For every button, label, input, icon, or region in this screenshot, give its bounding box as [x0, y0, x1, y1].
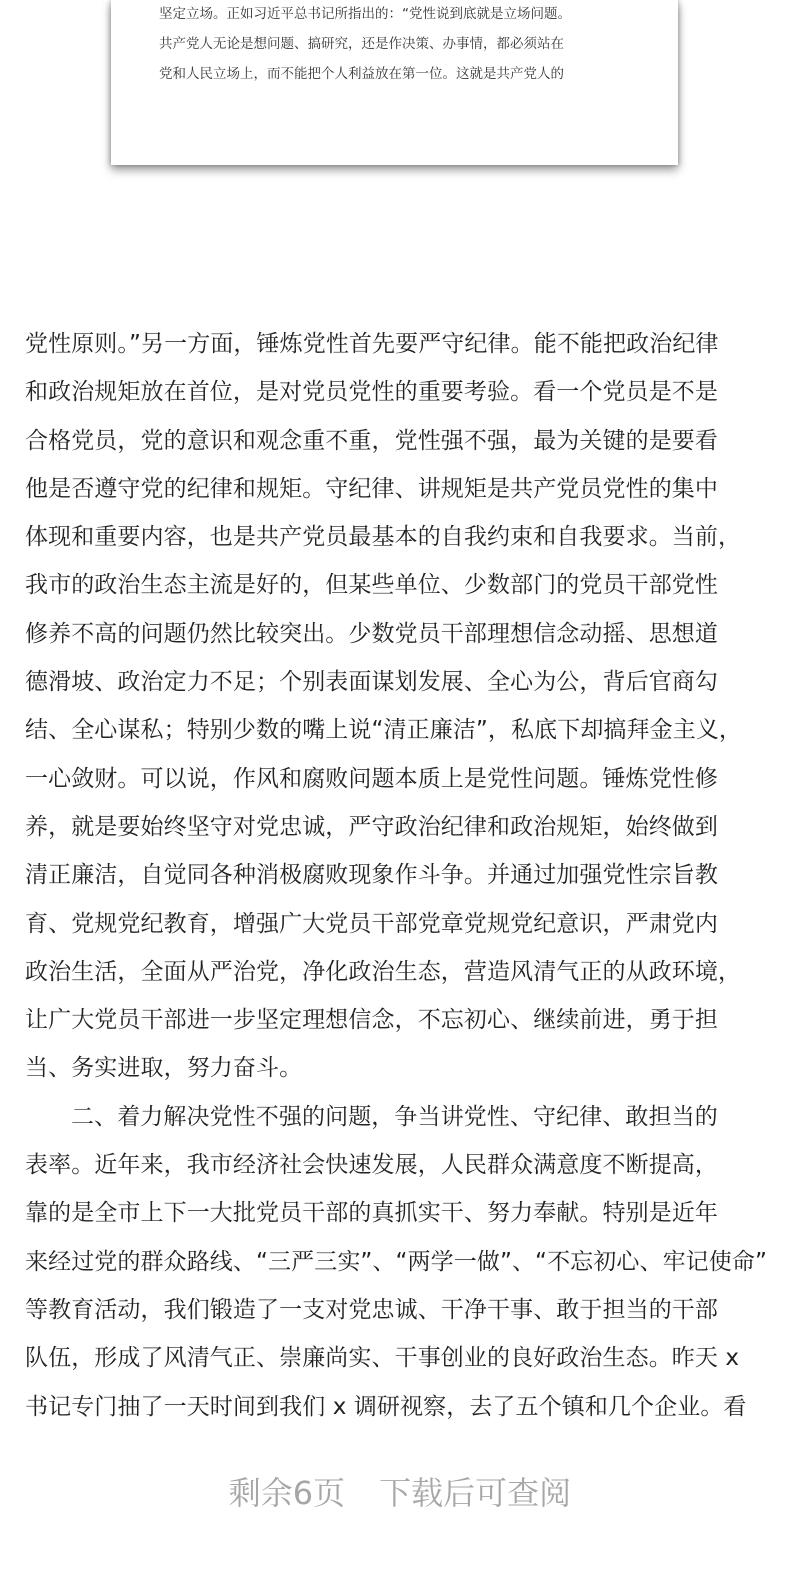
body-line: 我市的政治生态主流是好的，但某些单位、少数部门的党员干部党性	[25, 572, 718, 599]
body-line: 体现和重要内容，也是共产党员最基本的自我约束和自我要求。当前，	[25, 524, 742, 551]
body-line: 和政治规矩放在首位，是对党员党性的重要考验。看一个党员是不是	[25, 379, 718, 406]
body-line: 育、党规党纪教育，增强广大党员干部党章党规党纪意识，严肃党内	[25, 910, 718, 937]
remaining-pages-label: 剩余6页	[228, 1474, 346, 1512]
body-line: 德滑坡、政治定力不足；个别表面谋划发展、全心为公，背后官商勾	[25, 669, 718, 696]
body-line: 队伍，形成了风清气正、崇廉尚实、干事创业的良好政治生态。昨天 x	[25, 1345, 740, 1372]
body-line: 让广大党员干部进一步坚定理想信念，不忘初心、继续前进，勇于担	[25, 1007, 718, 1034]
preview-card	[111, 0, 678, 165]
body-line: 结、全心谋私；特别少数的嘴上说“清正廉洁”，私底下却搞拜金主义，	[25, 717, 743, 744]
download-prompt[interactable]	[0, 1468, 800, 1518]
body-line: 等教育活动，我们锻造了一支对党忠诚、干净干事、敢于担当的干部	[25, 1296, 718, 1323]
body-line: 来经过党的群众路线、“三严三实”、“两学一做”、“不忘初心、牢记使命”	[25, 1248, 767, 1275]
preview-line: 共产党人无论是想问题、搞研究，还是作决策、办事情，都必须站在	[159, 36, 564, 52]
body-line: 一心敛财。可以说，作风和腐败问题本质上是党性问题。锤炼党性修	[25, 765, 718, 792]
body-line: 养，就是要始终坚守对党忠诚，严守政治纪律和政治规矩，始终做到	[25, 813, 718, 840]
body-line: 合格党员，党的意识和观念重不重，党性强不强，最为关键的是要看	[25, 427, 718, 454]
document-body	[25, 324, 775, 1435]
body-line: 他是否遵守党的纪律和规矩。守纪律、讲规矩是共产党员党性的集中	[25, 475, 718, 502]
body-line: 政治生活，全面从严治党，净化政治生态，营造风清气正的从政环境，	[25, 958, 742, 985]
body-line: 党性原则。”另一方面，锤炼党性首先要严守纪律。能不能把政治纪律	[25, 331, 719, 357]
body-line: 当、务实进取，努力奋斗。	[25, 1055, 303, 1082]
section-heading-line: 二、着力解决党性不强的问题，争当讲党性、守纪律、敢担当的	[71, 1103, 718, 1130]
body-line: 表率。近年来，我市经济社会快速发展，人民群众满意度不断提高，	[25, 1152, 718, 1179]
preview-line: 党和人民立场上，而不能把个人利益放在第一位。这就是共产党人的	[159, 66, 564, 82]
download-to-view-label: 下载后可查阅	[379, 1474, 572, 1512]
body-line: 清正廉洁，自觉同各种消极腐败现象作斗争。并通过加强党性宗旨教	[25, 862, 718, 889]
preview-line: 坚定立场。正如习近平总书记所指出的：“党性说到底就是立场问题。	[159, 6, 571, 22]
body-line: 修养不高的问题仍然比较突出。少数党员干部理想信念动摇、思想道	[25, 620, 718, 647]
body-line: 书记专门抽了一天时间到我们 x 调研视察，去了五个镇和几个企业。看	[25, 1393, 747, 1420]
body-line: 靠的是全市上下一大批党员干部的真抓实干、努力奉献。特别是近年	[25, 1200, 718, 1227]
